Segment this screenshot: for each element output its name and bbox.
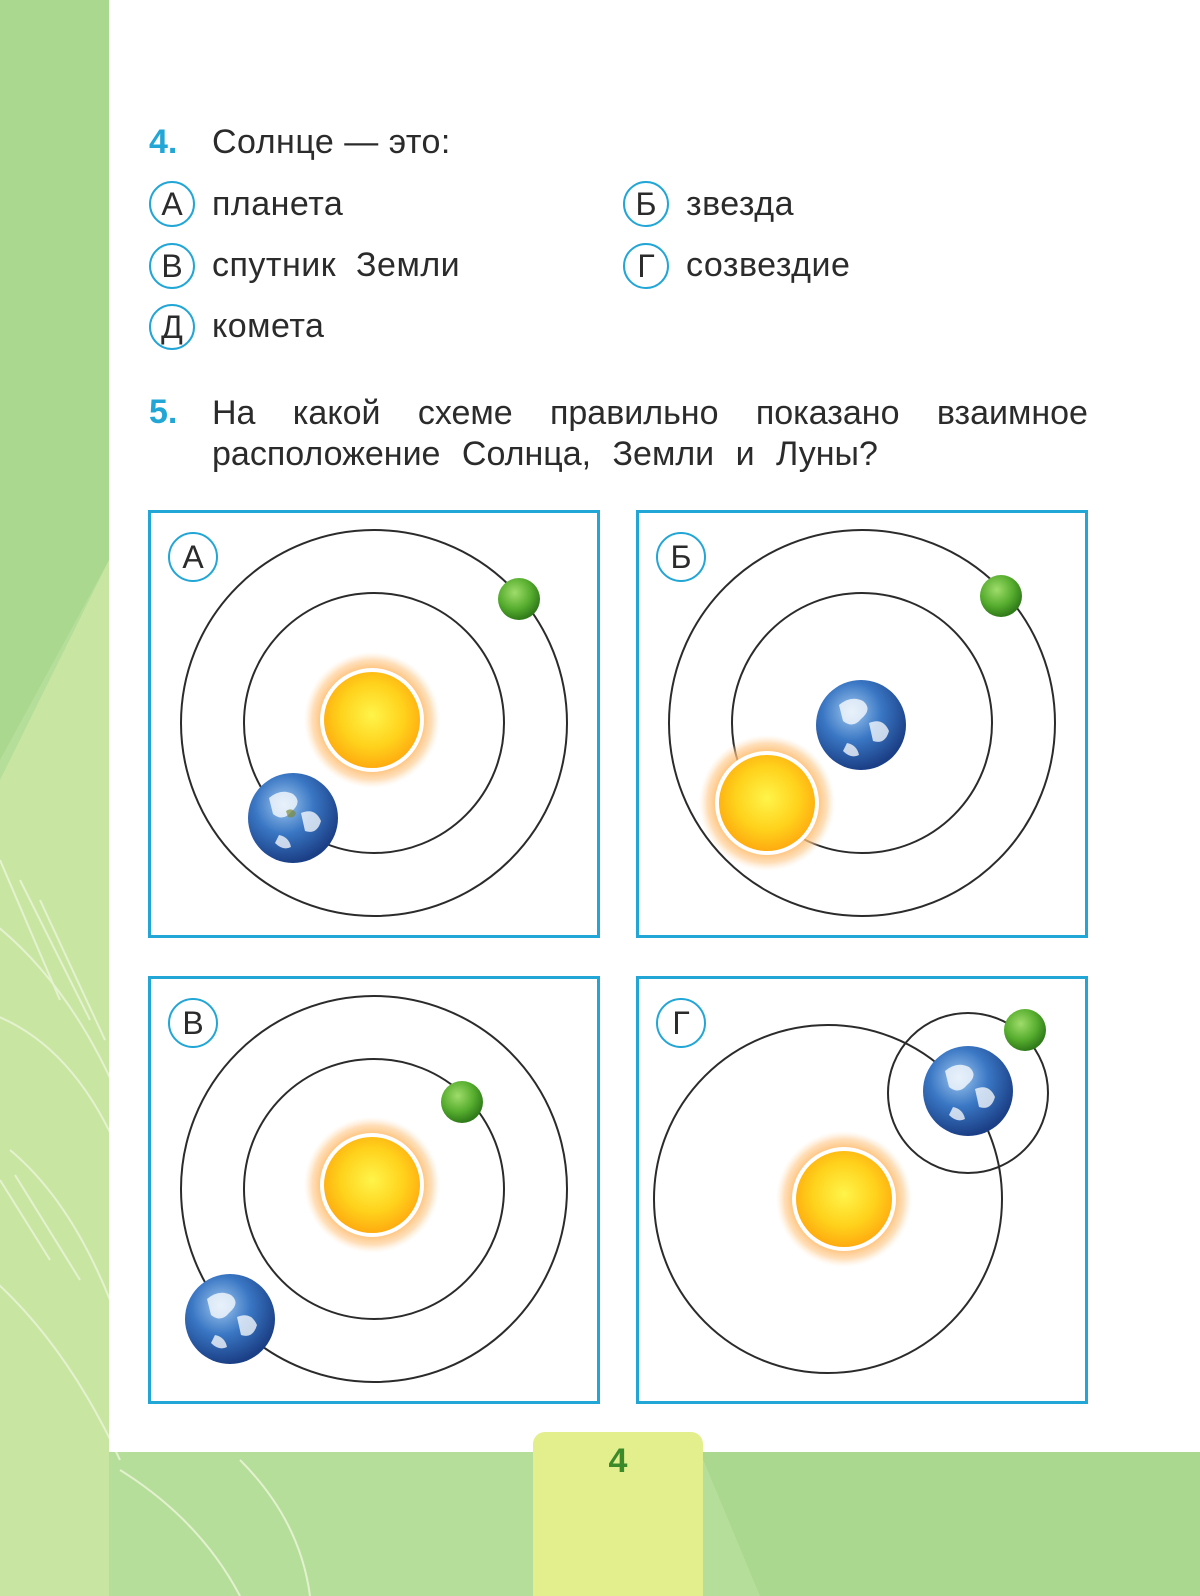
q4-option-a-text: планета: [212, 185, 344, 223]
sun-icon: [304, 1117, 440, 1253]
diagram-v[interactable]: [148, 976, 600, 1404]
moon-icon: [441, 1081, 483, 1123]
sun-icon: [699, 735, 835, 871]
diagram-b[interactable]: [636, 510, 1088, 938]
q5-word: какой: [292, 394, 381, 432]
diagram-a[interactable]: [148, 510, 600, 938]
earth-icon: [923, 1046, 1013, 1136]
diagram-g[interactable]: [636, 976, 1088, 1404]
question-5-text: [212, 393, 1088, 475]
q4-option-v-text: спутник Земли: [212, 246, 461, 284]
sun-icon: [776, 1131, 912, 1267]
q5-word: правильно: [549, 394, 719, 432]
diagram-a-badge: А: [168, 532, 218, 582]
page-number-tab: [533, 1432, 703, 1596]
question-4-text: Солнце — это:: [212, 123, 451, 161]
diagram-v-badge: В: [168, 998, 218, 1048]
earth-icon: [816, 680, 906, 770]
q5-word: взаимное: [936, 394, 1088, 432]
q4-option-d-text: комета: [212, 307, 325, 345]
earth-icon: [248, 773, 338, 863]
q4-option-g-badge[interactable]: Г: [623, 243, 669, 289]
question-5-number: 5.: [149, 393, 178, 431]
sun-icon: [304, 652, 440, 788]
q5-word: схеме: [417, 394, 513, 432]
q4-option-v-badge[interactable]: В: [149, 243, 195, 289]
earth-icon: [185, 1274, 275, 1364]
q4-option-b-text: звезда: [686, 185, 795, 223]
moon-icon: [498, 578, 540, 620]
q4-option-g-text: созвездие: [686, 246, 851, 284]
moon-icon: [1004, 1009, 1046, 1051]
diagram-g-badge: Г: [656, 998, 706, 1048]
moon-icon: [980, 575, 1022, 617]
diagram-b-badge: Б: [656, 532, 706, 582]
q4-option-d-badge[interactable]: Д: [149, 304, 195, 350]
q5-word: показано: [755, 394, 900, 432]
q5-word: На: [212, 394, 256, 432]
q5-line-2: расположение Солнца, Земли и Луны?: [212, 435, 878, 473]
q4-option-b-badge[interactable]: Б: [623, 181, 669, 227]
question-4-number: 4.: [149, 123, 178, 161]
q4-option-a-badge[interactable]: А: [149, 181, 195, 227]
page-number: 4: [608, 1442, 628, 1480]
